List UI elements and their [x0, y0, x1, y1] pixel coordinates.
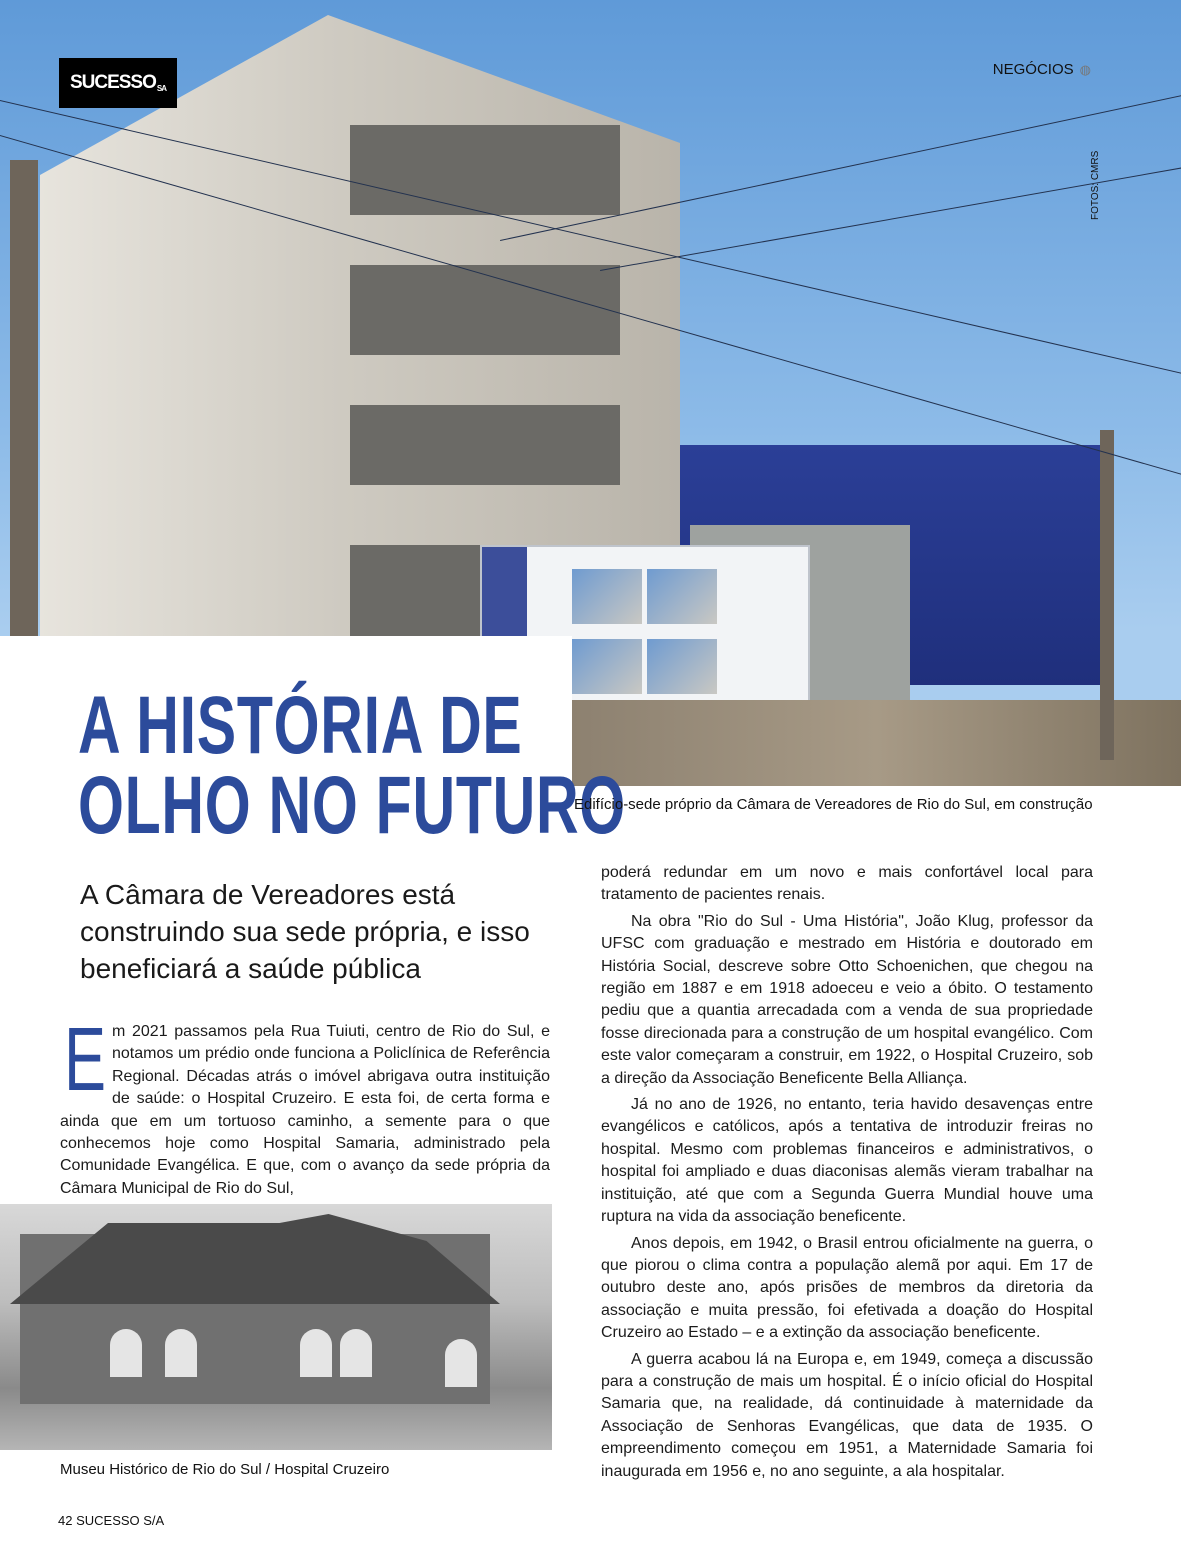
page-footer: 42 SUCESSO S/A: [58, 1513, 165, 1528]
section-label: NEGÓCIOS ◍: [992, 61, 1091, 78]
paragraph: Já no ano de 1926, no entanto, teria havido desavenças entre evangélicos e católicos, após a tentativa de introduzir freiras no hospital. Mesmo com problemas financeiros e administrativos, o hospital foi ampliado e duas diaconisas alemãs vieram trabalhar na instituição, até que com a Segunda Guerra Mundial houve uma ruptura na vida da associação beneficente.: [601, 1096, 1093, 1226]
paragraph: poderá redundar em um novo e mais confortável local para tratamento de pacientes renais.: [601, 864, 1093, 904]
historic-hospital-photo: [0, 1204, 552, 1450]
intro-paragraph: m 2021 passamos pela Rua Tuiuti, centro de Rio do Sul, e notamos um prédio onde funciona a Policlínica de Referência Regional. Décadas atrás o imóvel abrigava outra instituição de saúde: o Hospital Cruzeiro. E esta foi, de certa forma e ainda que em um tortuoso caminho, a semente para o que conhecemos hoje como Hospital Samaria, administrado pela Comunidade Evangélica. E que, com o avanço da sede própria da Câmara Municipal de Rio do Sul,: [60, 1023, 550, 1197]
bottom-photo-caption: Museu Histórico de Rio do Sul / Hospital Cruzeiro: [60, 1461, 390, 1478]
utility-pole: [10, 160, 38, 640]
utility-pole: [1100, 430, 1114, 760]
page-title: A HISTÓRIA DE OLHO NO FUTURO: [78, 680, 626, 851]
paragraph: Anos depois, em 1942, o Brasil entrou oficialmente na guerra, o que piorou o clima contra a população alemã por aqui. Em 17 de outubro deste ano, após prisões de membros da diretoria da associação e muita pressão, foi efetivada a doação do Hospital Cruzeiro ao Estado – e a extinção da associação beneficente.: [601, 1234, 1093, 1342]
hospital-roof: [10, 1214, 500, 1304]
billboard: [480, 545, 810, 705]
photo-credit: FOTOS: CMRS: [1090, 150, 1101, 220]
globe-icon: ◍: [1079, 61, 1091, 77]
subtitle: A Câmara de Vereadores está construindo sua sede própria, e isso beneficiará a saúde pública: [80, 879, 530, 984]
paragraph: Na obra "Rio do Sul - Uma História", João Klug, professor da UFSC com graduação e mestrado em História e doutorado em História Social, descreve sobre Otto Schoenichen, que chegou na região em 1887 e em 1918 adoeceu e veio a óbito. O testamento pediu que a quantia arrecadada com a venda de sua propriedade fosse direcionada para a construção de um hospital evangélico. Com este valor começaram a construir, em 1922, o Hospital Cruzeiro, sob a direção da Associação Beneficente Bella Alliança.: [601, 912, 1093, 1087]
drop-cap: E: [64, 1010, 107, 1110]
left-column: [60, 1010, 550, 1200]
right-column: [601, 862, 1093, 1483]
top-photo-caption: Edifício-sede próprio da Câmara de Vereadores de Rio do Sul, em construção: [574, 796, 1093, 813]
wooden-fence: [572, 700, 1181, 786]
magazine-logo: SUCESSO SA: [59, 58, 177, 108]
paragraph: A guerra acabou lá na Europa e, em 1949, começa a discussão para a construção de mais um hospital. É o início oficial do Hospital Samaria que, na realidade, dá continuidade à maternidade da Associação de Senhoras Evangélicas, que data de 1935. O empreendimento começou em 1951, a Maternidade Samaria foi inaugurada em 1956 e, no ano seguinte, a ala hospitalar.: [601, 1350, 1093, 1480]
